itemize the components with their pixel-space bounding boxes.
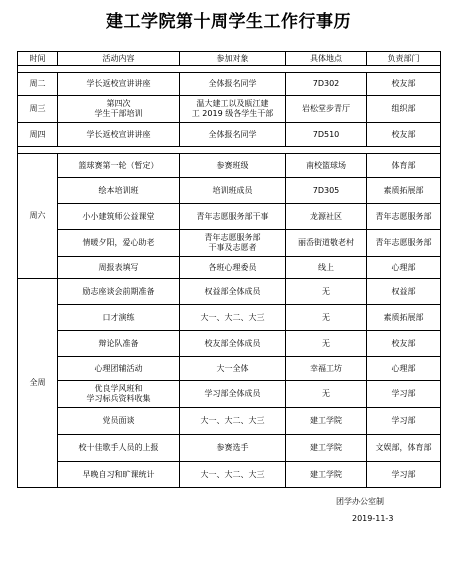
participants-cell: 校友部全体成员	[180, 331, 286, 357]
dept-cell: 权益部	[367, 279, 441, 305]
header-location: 具体地点	[286, 52, 367, 66]
dept-cell: 素质拓展部	[367, 178, 441, 204]
location-cell: 建工学院	[286, 435, 367, 462]
table-row	[18, 462, 441, 488]
dept-cell: 学习部	[367, 462, 441, 488]
content-cell: 周报表填写	[58, 257, 180, 279]
table-row	[18, 204, 441, 230]
participants-cell: 大一、大二、大三	[180, 408, 286, 435]
table-row	[18, 73, 441, 96]
table-row	[18, 178, 441, 204]
table-row	[18, 279, 441, 305]
document-title: 建工学院第十周学生工作行事历	[106, 12, 351, 32]
location-cell: 7D510	[286, 123, 367, 147]
location-cell: 南校篮球场	[286, 154, 367, 178]
location-cell: 建工学院	[286, 408, 367, 435]
participants-cell: 全体报名同学	[180, 73, 286, 96]
spacer-row	[18, 147, 441, 154]
header-participants: 参加对象	[180, 52, 286, 66]
footer-date: 2019-11-3	[352, 514, 394, 523]
location-cell: 岩松堂步青厅	[286, 96, 367, 123]
content-cell: 辩论队准备	[58, 331, 180, 357]
dept-cell: 学习部	[367, 408, 441, 435]
participants-cell: 温大建工以及瓯江建 工 2019 级各学生干部	[180, 96, 286, 123]
location-cell: 龙源社区	[286, 204, 367, 230]
day-cell: 周四	[18, 123, 58, 147]
dept-cell: 心理部	[367, 357, 441, 381]
participants-cell: 青年志愿服务部 干事及志愿者	[180, 230, 286, 257]
dept-cell: 青年志愿服务部	[367, 230, 441, 257]
location-cell: 线上	[286, 257, 367, 279]
location-cell: 无	[286, 305, 367, 331]
dept-cell: 体育部	[367, 154, 441, 178]
header-content: 活动内容	[58, 52, 180, 66]
day-cell: 周六	[18, 154, 58, 279]
dept-cell: 组织部	[367, 96, 441, 123]
participants-cell: 大一全体	[180, 357, 286, 381]
participants-cell: 权益部全体成员	[180, 279, 286, 305]
content-cell: 小小建筑师公益课堂	[58, 204, 180, 230]
dept-cell: 校友部	[367, 331, 441, 357]
table-row	[18, 305, 441, 331]
content-cell: 励志座谈会前期准备	[58, 279, 180, 305]
location-cell: 无	[286, 279, 367, 305]
table-row	[18, 96, 441, 123]
content-cell: 绘本培训班	[58, 178, 180, 204]
dept-cell: 青年志愿服务部	[367, 204, 441, 230]
participants-cell: 大一、大二、大三	[180, 462, 286, 488]
table-row	[18, 381, 441, 408]
table-row	[18, 357, 441, 381]
spacer-row	[18, 66, 441, 73]
table-row	[18, 408, 441, 435]
content-cell: 党员面谈	[58, 408, 180, 435]
table-row	[18, 331, 441, 357]
footer-issuer: 团学办公室制	[336, 497, 384, 506]
dept-cell: 素质拓展部	[367, 305, 441, 331]
dept-cell: 心理部	[367, 257, 441, 279]
table-row	[18, 123, 441, 147]
participants-cell: 青年志愿服务部干事	[180, 204, 286, 230]
participants-cell: 大一、大二、大三	[180, 305, 286, 331]
content-cell: 早晚自习和旷课统计	[58, 462, 180, 488]
day-cell: 周三	[18, 96, 58, 123]
day-cell: 周二	[18, 73, 58, 96]
participants-cell: 参赛选手	[180, 435, 286, 462]
content-cell: 口才演练	[58, 305, 180, 331]
content-cell: 心理团辅活动	[58, 357, 180, 381]
participants-cell: 参赛班级	[180, 154, 286, 178]
location-cell: 7D305	[286, 178, 367, 204]
content-cell: 学长返校宣讲讲座	[58, 123, 180, 147]
content-cell: 情暖夕阳，爱心助老	[58, 230, 180, 257]
day-cell: 全周	[18, 279, 58, 488]
location-cell: 7D302	[286, 73, 367, 96]
header-time: 时间	[18, 52, 58, 66]
header-dept: 负责部门	[367, 52, 441, 66]
location-cell: 无	[286, 381, 367, 408]
content-cell: 学长返校宣讲讲座	[58, 73, 180, 96]
participants-cell: 各班心理委员	[180, 257, 286, 279]
content-cell: 第四次 学生干部培训	[58, 96, 180, 123]
participants-cell: 全体报名同学	[180, 123, 286, 147]
dept-cell: 校友部	[367, 123, 441, 147]
table-row	[18, 230, 441, 257]
content-cell: 优良学风班和 学习标兵资料收集	[58, 381, 180, 408]
dept-cell: 校友部	[367, 73, 441, 96]
table-row	[18, 257, 441, 279]
dept-cell: 学习部	[367, 381, 441, 408]
dept-cell: 文娱部，体育部	[367, 435, 441, 462]
location-cell: 幸福工坊	[286, 357, 367, 381]
location-cell: 建工学院	[286, 462, 367, 488]
location-cell: 无	[286, 331, 367, 357]
table-row	[18, 154, 441, 178]
content-cell: 篮球赛第一轮（暂定）	[58, 154, 180, 178]
location-cell: 丽岙街道敬老村	[286, 230, 367, 257]
table-header-row	[18, 52, 441, 66]
table-row	[18, 435, 441, 462]
content-cell: 校十佳歌手人员的上报	[58, 435, 180, 462]
schedule-table	[17, 51, 441, 488]
participants-cell: 培训班成员	[180, 178, 286, 204]
participants-cell: 学习部全体成员	[180, 381, 286, 408]
